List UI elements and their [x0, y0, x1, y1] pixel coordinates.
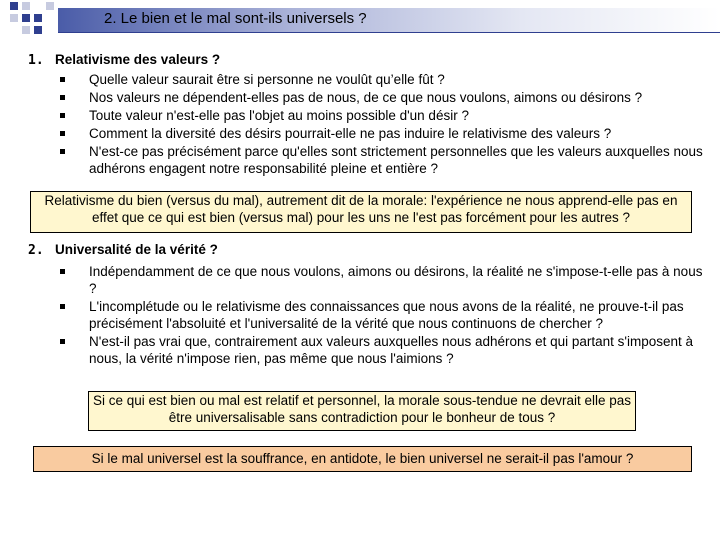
callout-text: Relativisme du bien (versus du mal), autrement dit de la morale: l'expérience ne nous apprend-elle pas en effet que ce qui est bien (versus mal) pour les uns ne l'est pas forcément pour les autres ? [44, 193, 678, 225]
list-item: Indépendamment de ce que nous voulons, aimons ou désirons, la réalité ne s'impose-t-elle pas à nous ? [60, 263, 710, 297]
callout-text: Si le mal universel est la souffrance, en antidote, le bien universel ne serait-il pas l'amour ? [91, 451, 634, 466]
list-item: N'est-il pas vrai que, contrairement aux valeurs auxquelles nous adhérons et qui partant s'imposent à nous, la vérité n'impose rien, pas même que nous l'aimions ? [60, 333, 710, 367]
page-title: 2. Le bien et le mal sont-ils universels ? [104, 10, 367, 27]
bullet-icon [60, 269, 65, 274]
title-underline [58, 32, 720, 33]
corner-decoration [0, 0, 60, 46]
list-item: Quelle valeur saurait être si personne ne voulût qu’elle fût ? [60, 71, 710, 88]
bullet-icon [60, 304, 65, 309]
callout-text: Si ce qui est bien ou mal est relatif et personnel, la morale sous-tendue ne devrait elle pas être universalisable sans contradiction pour le bonheur de tous ? [92, 393, 632, 425]
section-2-bullets [60, 263, 710, 368]
bullet-icon [60, 131, 65, 136]
section-1-number: 1. [28, 53, 44, 68]
list-item: Comment la diversité des désirs pourrait-elle ne pas induire le relativisme des valeurs ? [60, 125, 710, 142]
section-2-heading: Universalité de la vérité ? [55, 242, 218, 257]
bullet-icon [60, 149, 65, 154]
bullet-icon [60, 95, 65, 100]
morality-callout-box [88, 391, 636, 431]
list-item: Nos valeurs ne dépendent-elles pas de nous, de ce que nous voulons, aimons ou désirons ? [60, 89, 710, 106]
list-item: L'incomplétude ou le relativisme des connaissances que nous avons de la réalité, ne prouve-t-il pas précisément l'absoluité et l'universalité de la vérité que nous continuons de chercher ? [60, 298, 710, 332]
relativism-callout-box [30, 191, 692, 233]
list-item: Toute valeur n'est-elle pas l'objet au moins possible d'un désir ? [60, 107, 710, 124]
bullet-icon [60, 77, 65, 82]
section-1-bullets [60, 71, 710, 178]
section-1-heading: Relativisme des valeurs ? [55, 52, 221, 67]
list-item: N'est-ce pas précisément parce qu'elles sont strictement personnelles que les valeurs auxquelles nous adhérons engagent notre responsabilité pleine et entière ? [60, 143, 710, 177]
section-2-number: 2. [28, 243, 44, 258]
bullet-icon [60, 113, 65, 118]
suffering-love-callout-box [33, 446, 692, 472]
bullet-icon [60, 339, 65, 344]
